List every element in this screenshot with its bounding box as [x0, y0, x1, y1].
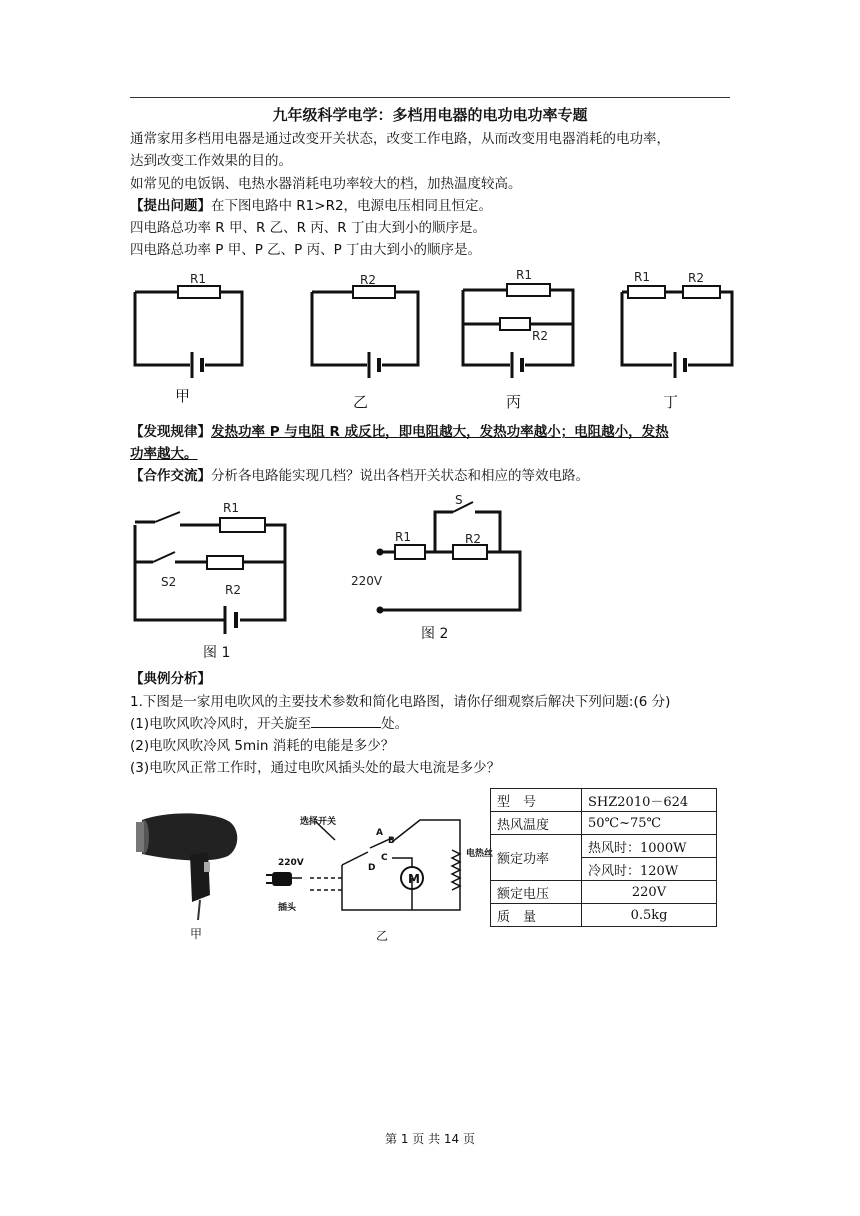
discuss-tag: 【合作交流】: [130, 468, 211, 484]
example-question: [130, 691, 670, 713]
fig1-switch-s1: [155, 512, 180, 522]
spec-power-label: 额定功率: [491, 835, 582, 881]
intro-line-1: 通常家用多档用电器是通过改变开关状态，改变工作电路，从而改变用电器消耗的电功率，: [130, 131, 670, 147]
fig2-resistor-r2: [453, 545, 487, 559]
fig2-voltage-label: 220V: [351, 574, 383, 588]
spec-mass-value: 0.5kg: [582, 904, 717, 927]
fig2-resistor-r1: [395, 545, 425, 559]
question-tag: 【提出问题】: [130, 198, 211, 214]
dryer-contact-a: A: [376, 828, 383, 838]
fig1-resistor-r2: [207, 556, 243, 569]
fig2-s-label: S: [455, 493, 463, 507]
example-question-text: 下图是一家用电吹风的主要技术参数和简化电路图，请你仔细观察后解决下列问题:(6 分): [142, 694, 671, 710]
svg-text:电热丝: 电热丝: [466, 849, 494, 859]
dryer-plug-body: [272, 872, 292, 886]
discuss-text: 分析各电路能实现几档？说出各档开关状态和相应的等效电路。: [211, 468, 589, 484]
page-footer: 第 1 页 共 14 页: [385, 1132, 475, 1146]
hair-dryer-figure: [130, 800, 494, 945]
question-line: [130, 195, 492, 217]
dryer-heater-label: [466, 847, 493, 859]
fig1-s2-label: S2: [161, 575, 177, 589]
dryer-voltage-label: 220V: [278, 858, 304, 868]
intro-line-2: 达到改变工作效果的目的。: [130, 153, 292, 169]
header-rule: [130, 97, 730, 98]
example-question-num: 1.: [130, 694, 143, 710]
spec-temp-value: 50℃~75℃: [582, 812, 717, 835]
circuit-ding-caption: 丁: [663, 393, 679, 411]
rule-line-1: [130, 421, 669, 443]
spec-row-voltage: [491, 881, 717, 904]
fig2-caption: 图 2: [421, 626, 449, 642]
hair-dryer-image: [136, 813, 237, 920]
spec-model-value: SHZ2010－624: [582, 789, 717, 812]
circuit-jia-resistor: [178, 286, 220, 298]
circuit-jia-wire: [135, 292, 242, 365]
fig2-terminal-bottom: [377, 607, 384, 614]
fig2-wire-main: [383, 552, 520, 610]
example-part-3: (3)电吹风正常工作时，通过电吹风插头处的最大电流是多少？: [130, 760, 501, 776]
circuit-yi-caption: 乙: [353, 393, 369, 411]
example-part-1-suffix: 处。: [381, 716, 409, 732]
circuit-ding-r2-label: R2: [688, 271, 704, 285]
fig1-fig2-figure: [125, 490, 545, 665]
circuit-yi-r-label: R2: [360, 273, 376, 287]
spec-table: [490, 788, 717, 927]
dryer-switch-label: 选择开关: [300, 817, 337, 827]
dryer-caption-jia: 甲: [190, 927, 203, 941]
circuit-ding-resistor-1: [628, 286, 665, 298]
spec-voltage-label: 额定电压: [491, 881, 582, 904]
discuss-line: [130, 465, 589, 487]
four-circuits-figure: [120, 262, 750, 412]
circuit-ding-r1-label: R1: [634, 270, 650, 284]
example-part-2: (2)电吹风吹冷风 5min 消耗的电能是多少？: [130, 738, 395, 754]
dryer-contact-d: D: [368, 863, 376, 873]
spec-row-mass: [491, 904, 717, 927]
spec-temp-label: 热风温度: [491, 812, 582, 835]
fig1-wire-outer: [135, 522, 285, 620]
fig2-r2-label: R2: [465, 532, 481, 546]
spec-row-model: [491, 789, 717, 812]
dryer-contact-c: C: [381, 853, 388, 863]
circuit-bing-r1-label: R1: [516, 268, 532, 282]
fig2-terminal-top: [377, 549, 384, 556]
intro-line-3: 如常见的电饭锅、电热水器消耗电功率较大的档，加热温度较高。: [130, 176, 522, 192]
spec-voltage-value: 220V: [582, 881, 717, 904]
example-tag: 【典例分析】: [130, 671, 211, 687]
circuit-jia-r-label: R1: [190, 272, 206, 286]
circuit-bing-resistor-1: [507, 284, 550, 296]
spec-row-power-hot: [491, 835, 717, 858]
spec-power-hot: 热风时：1000W: [582, 835, 717, 858]
question-text: 在下图电路中 R1>R2，电源电压相同且恒定。: [211, 198, 493, 214]
circuit-ding-wire: [622, 292, 732, 365]
circuit-jia-caption: 甲: [175, 387, 191, 405]
spec-mass-label: 质 量: [491, 904, 582, 927]
fig1-r1-label: R1: [223, 501, 239, 515]
circuit-ding-resistor-2: [683, 286, 720, 298]
fig1-r2-label: R2: [225, 583, 241, 597]
page-title: 九年级科学电学：多档用电器的电功电功率专题: [272, 106, 588, 124]
answer-blank[interactable]: [311, 713, 381, 728]
fig2-r1-label: R1: [395, 530, 411, 544]
circuit-bing-resistor-2: [500, 318, 530, 330]
rule-text-1: 发热功率 P 与电阻 R 成反比，即电阻越大，发热功率越小；电阻越小，发热: [211, 424, 669, 440]
fig1-switch-s2: [153, 552, 175, 562]
circuit-bing-r2-label: R2: [532, 329, 548, 343]
example-part-1-text: (1)电吹风吹冷风时，开关旋至: [130, 716, 312, 732]
circuit-yi-wire: [312, 292, 418, 365]
spec-row-temp: [491, 812, 717, 835]
rule-text-2: 功率越大。: [130, 446, 198, 462]
circuit-bing-caption: 丙: [506, 393, 522, 411]
dryer-caption-yi: 乙: [376, 929, 389, 943]
rule-tag: 【发现规律】: [130, 424, 211, 440]
dryer-plug-label: 插头: [278, 903, 297, 913]
fig1-resistor-r1: [220, 518, 265, 532]
example-part-1: [130, 713, 408, 735]
dryer-contact-b: B: [388, 836, 395, 846]
spec-model-label: 型 号: [491, 789, 582, 812]
question-line-2: 四电路总功率 R 甲、R 乙、R 丙、R 丁由大到小的顺序是。: [130, 220, 486, 236]
fig1-caption: 图 1: [203, 645, 231, 661]
question-line-3: 四电路总功率 P 甲、P 乙、P 丙、P 丁由大到小的顺序是。: [130, 242, 482, 258]
rule-line-2: [130, 443, 198, 465]
dryer-motor-label: M: [408, 872, 420, 886]
spec-power-cold: 冷风时：120W: [582, 858, 717, 881]
circuit-yi-resistor: [353, 286, 395, 298]
